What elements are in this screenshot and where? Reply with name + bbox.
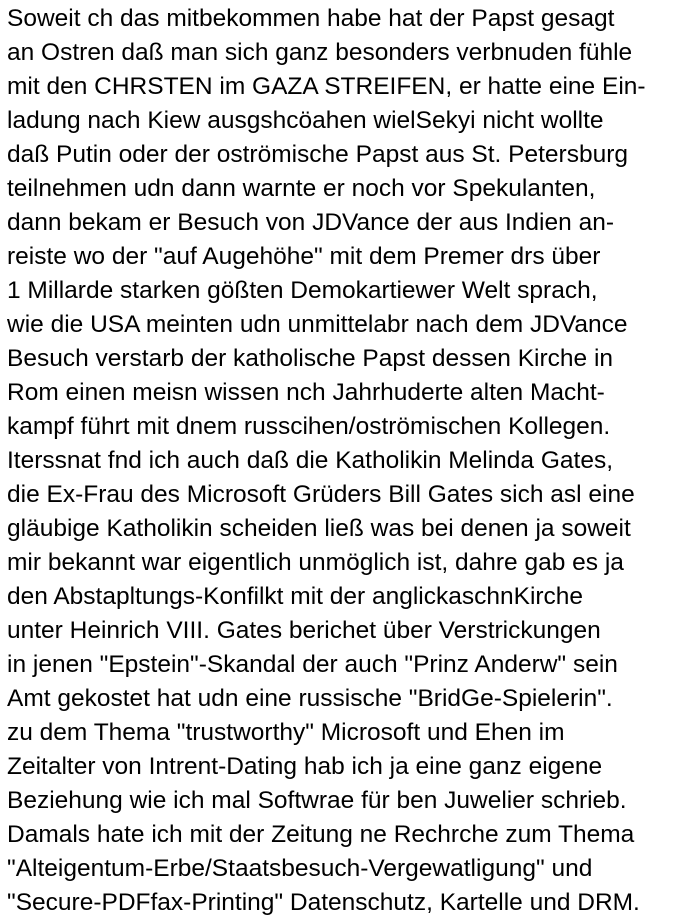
text-line-4: ladung nach Kiew ausgshcöahen wielSekyi nicht wollte [7, 107, 604, 134]
text-line-13: kampf führt mit dnem russcihen/oströmischen Kollegen. [7, 413, 611, 440]
text-line-3: mit den CHRSTEN im GAZA STREIFEN, er hatte eine Ein- [7, 73, 646, 100]
text-line-16: gläubige Katholikin scheiden ließ was bei denen ja soweit [7, 515, 631, 542]
text-line-1: Soweit ch das mitbekommen habe hat der Papst gesagt [7, 5, 615, 32]
text-line-14: Iterssnat fnd ich auch daß die Katholikin Melinda Gates, [7, 447, 614, 474]
text-line-10: wie die USA meinten udn unmittelabr nach dem JDVance [7, 311, 628, 338]
text-line-12: Rom einen meisn wissen nch Jahrhuderte alten Macht- [7, 379, 605, 406]
text-line-6: teilnehmen udn dann warnte er noch vor Spekulanten, [7, 175, 596, 202]
text-line-17: mir bekannt war eigentlich unmöglich ist, dahre gab es ja [7, 549, 624, 576]
text-line-26: "Alteigentum-Erbe/Staatsbesuch-Vergewatligung" und [7, 855, 593, 882]
text-line-7: dann bekam er Besuch von JDVance der aus Indien an- [7, 209, 614, 236]
text-line-24: Beziehung wie ich mal Softwrae für ben Juwelier schrieb. [7, 787, 627, 814]
text-line-18: den Abstapltungs-Konfilkt mit der anglickaschnKirche [7, 583, 584, 610]
text-line-15: die Ex-Frau des Microsoft Grüders Bill Gates sich asl eine [7, 481, 635, 508]
text-line-20: in jenen "Epstein"-Skandal der auch "Prinz Anderw" sein [7, 651, 618, 678]
document-page [7, 0, 683, 920]
text-line-8: reiste wo der "auf Augehöhe" mit dem Premer drs über [7, 243, 601, 270]
text-line-21: Amt gekostet hat udn eine russische "BridGe-Spielerin". [7, 685, 613, 712]
text-line-2: an Ostren daß man sich ganz besonders verbnuden fühle [7, 39, 633, 66]
text-line-9: 1 Millarde starken gößten Demokartiewer Welt sprach, [7, 277, 598, 304]
text-line-19: unter Heinrich VIII. Gates berichet über Verstrickungen [7, 617, 601, 644]
text-line-11: Besuch verstarb der katholische Papst dessen Kirche in [7, 345, 614, 372]
text-line-5: daß Putin oder der oströmische Papst aus St. Petersburg [7, 141, 628, 168]
text-line-22: zu dem Thema "trustworthy" Microsoft und Ehen im [7, 719, 565, 746]
text-line-25: Damals hate ich mit der Zeitung ne Rechrche zum Thema [7, 821, 635, 848]
text-line-23: Zeitalter von Intrent-Dating hab ich ja eine ganz eigene [7, 753, 603, 780]
text-line-27: "Secure-PDFfax-Printing" Datenschutz, Kartelle und DRM. [7, 889, 640, 916]
